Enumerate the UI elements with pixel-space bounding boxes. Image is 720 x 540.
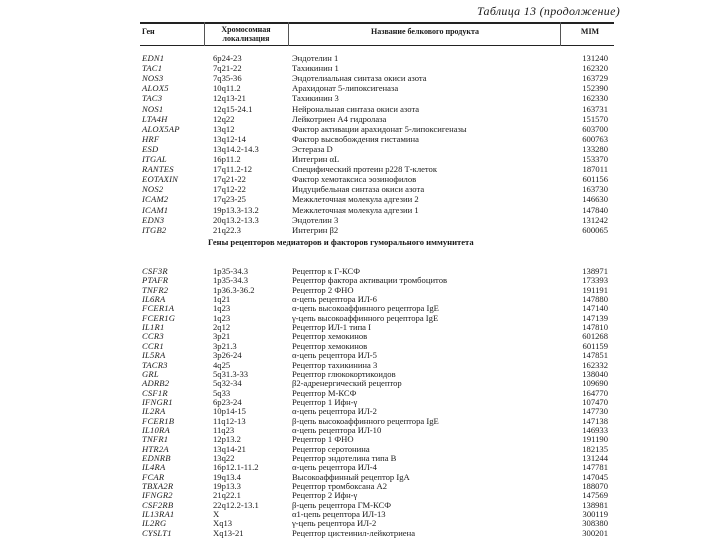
table-row (0, 225, 720, 235)
product-cell: α-цепь рецептора ИЛ-6 (292, 294, 377, 305)
location-cell: 7q21-22 (213, 63, 242, 74)
location-cell: 7q35-36 (213, 73, 242, 84)
mim-cell: 147840 (582, 204, 608, 215)
mim-cell: 191191 (582, 284, 608, 295)
product-cell: Интегрин αL (292, 154, 340, 164)
mim-cell: 182135 (582, 443, 608, 454)
location-cell: 12q22 (213, 113, 235, 124)
mim-cell: 162330 (582, 93, 608, 104)
location-cell: 5q33 (213, 387, 231, 398)
location-cell: 21q22.3 (213, 224, 241, 235)
product-cell: Фактор высвобождения гистамина (292, 133, 419, 144)
mim-cell: 601156 (582, 174, 608, 185)
gene-cell: ADRB2 (142, 378, 170, 389)
product-cell: Рецептор глюкокортикоидов (292, 368, 396, 379)
product-cell: Межклеточная молекула адгезии 1 (292, 204, 419, 215)
mim-cell: 173393 (582, 275, 608, 286)
mim-cell: 138981 (582, 499, 608, 510)
gene-cell: IL5RA (142, 350, 166, 361)
gene-cell: CCR1 (142, 340, 164, 351)
product-cell: Рецептор хемокинов (292, 340, 368, 351)
section-title: Гены рецепторов медиаторов и факторов гуморального иммунитета (208, 237, 474, 247)
product-cell: Высокоаффинный рецептор IgA (292, 471, 410, 482)
column-divider-3 (560, 22, 561, 46)
mim-cell: 147140 (582, 303, 608, 314)
product-cell: Рецептор фактора активации тромбоцитов (292, 275, 448, 286)
gene-cell: ICAM2 (142, 194, 169, 205)
mim-cell: 147810 (582, 322, 608, 333)
product-cell: Рецептор тахикинина 3 (292, 359, 378, 370)
product-cell: β2-адренергический рецептор (292, 378, 402, 389)
location-cell: 5q31.3-33 (213, 368, 249, 379)
column-divider-2 (288, 22, 289, 46)
gene-cell: ESD (142, 143, 159, 154)
mim-cell: 164770 (582, 387, 608, 398)
mim-cell: 147880 (582, 294, 608, 305)
product-cell: γ-цепь рецептора ИЛ-2 (292, 518, 377, 529)
table-row (0, 164, 720, 174)
product-cell: Эндотелиальная синтаза окиси азота (292, 73, 427, 84)
gene-cell: CSF2RB (142, 499, 174, 510)
top-rule (140, 22, 614, 24)
gene-cell: IL6RA (142, 294, 166, 305)
location-cell: 13q14.2-14.3 (213, 143, 259, 154)
gene-cell: CYSLT1 (142, 527, 172, 538)
location-cell: 20q13.2-13.3 (213, 214, 259, 225)
gene-cell: FCER1G (142, 312, 176, 323)
location-cell: 13q12-14 (213, 133, 246, 144)
location-cell: 11q12-13 (213, 415, 246, 426)
location-cell: 1p35-34.3 (213, 266, 249, 276)
mim-cell: 603700 (582, 123, 608, 134)
gene-cell: PTAFR (142, 275, 169, 286)
product-cell: Рецептор М-КСФ (292, 387, 357, 398)
product-cell: α1-цепь рецептора ИЛ-13 (292, 509, 386, 520)
gene-cell: IL1R1 (142, 322, 165, 333)
product-cell: Рецептор цистеинил-лейкотриена (292, 527, 416, 538)
product-cell: Специфический протеин р228 Т-клеток (292, 164, 438, 175)
location-cell: 12p13.2 (213, 434, 241, 445)
location-cell: 1p36.3-36.2 (213, 284, 255, 295)
mim-cell: 151570 (582, 113, 608, 124)
gene-cell: NOS3 (142, 73, 164, 84)
gene-cell: ICAM1 (142, 204, 169, 215)
gene-cell: TNFR1 (142, 434, 169, 445)
location-cell: 16p11.2 (213, 154, 241, 164)
mim-cell: 163730 (582, 184, 608, 195)
location-cell: 17q11.2-12 (213, 164, 253, 175)
gene-cell: IFNGR2 (142, 490, 173, 501)
header-location: Хромосомная локализация (221, 25, 271, 43)
gene-cell: CCR3 (142, 331, 164, 342)
table-row (0, 104, 720, 114)
header-rule (140, 45, 614, 46)
mim-cell: 601159 (582, 340, 608, 351)
location-cell: 1p35-34.3 (213, 275, 249, 286)
gene-cell: TBXA2R (142, 481, 174, 492)
table-row (0, 194, 720, 204)
gene-cell: EDN3 (142, 214, 165, 225)
gene-cell: EDN1 (142, 53, 165, 63)
location-cell: 5q32-34 (213, 378, 242, 389)
product-cell: α-цепь рецептора ИЛ-10 (292, 424, 382, 435)
product-cell: Индуцибельная синтаза окиси азота (292, 184, 425, 195)
table-row (0, 154, 720, 164)
header-product: Название белкового продукта (371, 27, 479, 36)
gene-cell: HRF (142, 133, 160, 144)
product-cell: α-цепь рецептора ИЛ-2 (292, 406, 377, 417)
table-row (0, 83, 720, 93)
location-cell: 19p13.3 (213, 481, 241, 492)
table-row (0, 73, 720, 83)
gene-cell: CSF3R (142, 266, 168, 276)
product-cell: β-цепь высокоаффинного рецептора IgE (292, 415, 439, 426)
gene-cell: TAC3 (142, 93, 163, 104)
product-cell: Рецептор ИЛ-1 типа I (292, 322, 371, 333)
gene-cell: NOS1 (142, 103, 164, 114)
table-row (0, 215, 720, 225)
location-cell: 19p13.3-13.2 (213, 204, 259, 215)
gene-cell: NOS2 (142, 184, 164, 195)
table-row (0, 528, 720, 538)
product-cell: Фактор хемотаксиса эозинофилов (292, 174, 417, 185)
mim-cell: 187011 (582, 164, 608, 175)
product-cell: Эстераза D (292, 143, 333, 154)
table-row (0, 174, 720, 184)
product-cell: Нейрональная синтаза окиси азота (292, 103, 420, 114)
table-row (0, 184, 720, 194)
product-cell: Рецептор эндотелина типа В (292, 453, 397, 463)
gene-cell: CSF1R (142, 387, 168, 398)
product-cell: Фактор активации арахидонат 5-липоксигеназы (292, 123, 467, 134)
gene-cell: TAC1 (142, 63, 163, 74)
mim-cell: 109690 (582, 378, 608, 389)
gene-cell: GRL (142, 368, 159, 379)
gene-cell: IL2RG (142, 518, 167, 529)
location-cell: 6p23-24 (213, 396, 242, 407)
mim-cell: 147139 (582, 312, 608, 323)
mim-cell: 600065 (582, 224, 608, 235)
mim-cell: 600763 (582, 133, 608, 144)
mim-cell: 147569 (582, 490, 608, 501)
mim-cell: 138971 (582, 266, 608, 276)
product-cell: Рецептор тромбоксана А2 (292, 481, 388, 492)
table-row (0, 114, 720, 124)
mim-cell: 300201 (582, 527, 608, 538)
gene-cell: IL2RA (142, 406, 166, 417)
gene-cell: FCAR (142, 471, 165, 482)
product-cell: Рецептор 1 ФНО (292, 434, 354, 445)
product-cell: Рецептор к Г-КСФ (292, 266, 361, 276)
table-row (0, 53, 720, 63)
product-cell: Интегрин β2 (292, 224, 339, 235)
mim-cell: 188070 (582, 481, 608, 492)
table-row (0, 144, 720, 154)
location-cell: Xq13-21 (213, 527, 244, 538)
mim-cell: 601268 (582, 331, 608, 342)
mim-cell: 146933 (582, 424, 608, 435)
product-cell: α-цепь рецептора ИЛ-4 (292, 462, 377, 473)
mim-cell: 147851 (582, 350, 608, 361)
product-cell: Рецептор 2 Ифн-γ (292, 490, 358, 501)
table-row (0, 63, 720, 73)
table-caption: Таблица 13 (продолжение) (476, 4, 620, 18)
gene-cell: ALOX5 (142, 83, 169, 94)
table-row (0, 205, 720, 215)
product-cell: Тахикинин 3 (292, 93, 339, 104)
column-divider-1 (204, 22, 205, 46)
mim-cell: 147730 (582, 406, 608, 417)
location-cell: 6p24-23 (213, 53, 242, 63)
gene-cell: IFNGR1 (142, 396, 173, 407)
product-cell: Межклеточная молекула адгезии 2 (292, 194, 419, 205)
product-cell: α-цепь рецептора ИЛ-5 (292, 350, 377, 361)
mim-cell: 107470 (582, 396, 608, 407)
mim-cell: 147781 (582, 462, 608, 473)
mim-cell: 138040 (582, 368, 608, 379)
product-cell: Эндотелин 1 (292, 53, 339, 63)
mim-cell: 147138 (582, 415, 608, 426)
product-cell: β-цепь рецептора ГМ-КСФ (292, 499, 392, 510)
location-cell: 11q23 (213, 424, 235, 435)
product-cell: γ-цепь высокоаффинного рецептора IgE (292, 312, 439, 323)
gene-cell: EDNRB (142, 453, 171, 463)
product-cell: Рецептор серотонина (292, 443, 370, 454)
product-cell: Лейкотриен А4 гидролаза (292, 113, 387, 124)
location-cell: 10p14-15 (213, 406, 246, 417)
mim-cell: 153370 (582, 154, 608, 164)
gene-cell: EOTAXIN (142, 174, 179, 185)
mim-cell: 131242 (582, 214, 608, 225)
location-cell: 17q21-22 (213, 174, 246, 185)
location-cell: 17q12-22 (213, 184, 246, 195)
gene-cell: FCER1B (142, 415, 175, 426)
gene-cell: IL13RA1 (142, 509, 175, 520)
mim-cell: 163731 (582, 103, 608, 114)
table-row (0, 134, 720, 144)
header-gene: Ген (142, 27, 155, 36)
location-cell: 13q12 (213, 123, 235, 134)
location-cell: 17q23-25 (213, 194, 246, 205)
mim-cell: 152390 (582, 83, 608, 94)
mim-cell: 162320 (582, 63, 608, 74)
location-cell: 1q23 (213, 312, 231, 323)
location-cell: 10q11.2 (213, 83, 241, 94)
gene-cell: ITGB2 (142, 224, 167, 235)
location-cell: 3p21.3 (213, 340, 237, 351)
location-cell: 21q22.1 (213, 490, 241, 501)
mim-cell: 300119 (582, 509, 608, 520)
location-cell: 12q13-21 (213, 93, 246, 104)
location-cell: X (213, 509, 220, 520)
mim-cell: 191190 (582, 434, 608, 445)
mim-cell: 146630 (582, 194, 608, 205)
gene-cell: ITGAL (142, 154, 167, 164)
gene-cell: TACR3 (142, 359, 168, 370)
gene-cell: HTR2A (142, 443, 169, 454)
gene-cell: FCER1A (142, 303, 175, 314)
location-cell: 1q21 (213, 294, 231, 305)
mim-cell: 163729 (582, 73, 608, 84)
location-cell: 4q25 (213, 359, 231, 370)
location-cell: 13q14-21 (213, 443, 246, 454)
mim-cell: 131240 (582, 53, 608, 63)
mim-cell: 147045 (582, 471, 608, 482)
location-cell: 3p21 (213, 331, 231, 342)
gene-cell: IL4RA (142, 462, 166, 473)
gene-cell: TNFR2 (142, 284, 169, 295)
location-cell: 1q23 (213, 303, 231, 314)
location-cell: 22q12.2-13.1 (213, 499, 259, 510)
product-cell: Рецептор 2 ФНО (292, 284, 354, 295)
location-cell: 12q15-24.1 (213, 103, 253, 114)
product-cell: Рецептор хемокинов (292, 331, 368, 342)
mim-cell: 162332 (582, 359, 608, 370)
product-cell: Рецептор 1 Ифн-γ (292, 396, 358, 407)
mim-cell: 308380 (582, 518, 608, 529)
product-cell: Арахидонат 5-липоксигеназа (292, 83, 399, 94)
mim-cell: 133280 (582, 143, 608, 154)
location-cell: Xq13 (213, 518, 233, 529)
table-row (0, 124, 720, 134)
gene-cell: IL10RA (142, 424, 170, 435)
table-row (0, 93, 720, 103)
product-cell: Эндотелин 3 (292, 214, 339, 225)
location-cell: 13q22 (213, 453, 235, 463)
product-cell: Тахикинин 1 (292, 63, 339, 74)
location-cell: 3p26-24 (213, 350, 242, 361)
location-cell: 19q13.4 (213, 471, 241, 482)
header-mim: MIM (580, 27, 600, 36)
location-cell: 16p12.1-11.2 (213, 462, 259, 473)
gene-cell: LTA4H (142, 113, 168, 124)
gene-cell: ALOX5AP (142, 123, 180, 134)
gene-cell: RANTES (142, 164, 174, 175)
mim-cell: 131244 (582, 453, 608, 463)
product-cell: α-цепь высокоаффинного рецептора IgE (292, 303, 439, 314)
location-cell: 2q12 (213, 322, 231, 333)
